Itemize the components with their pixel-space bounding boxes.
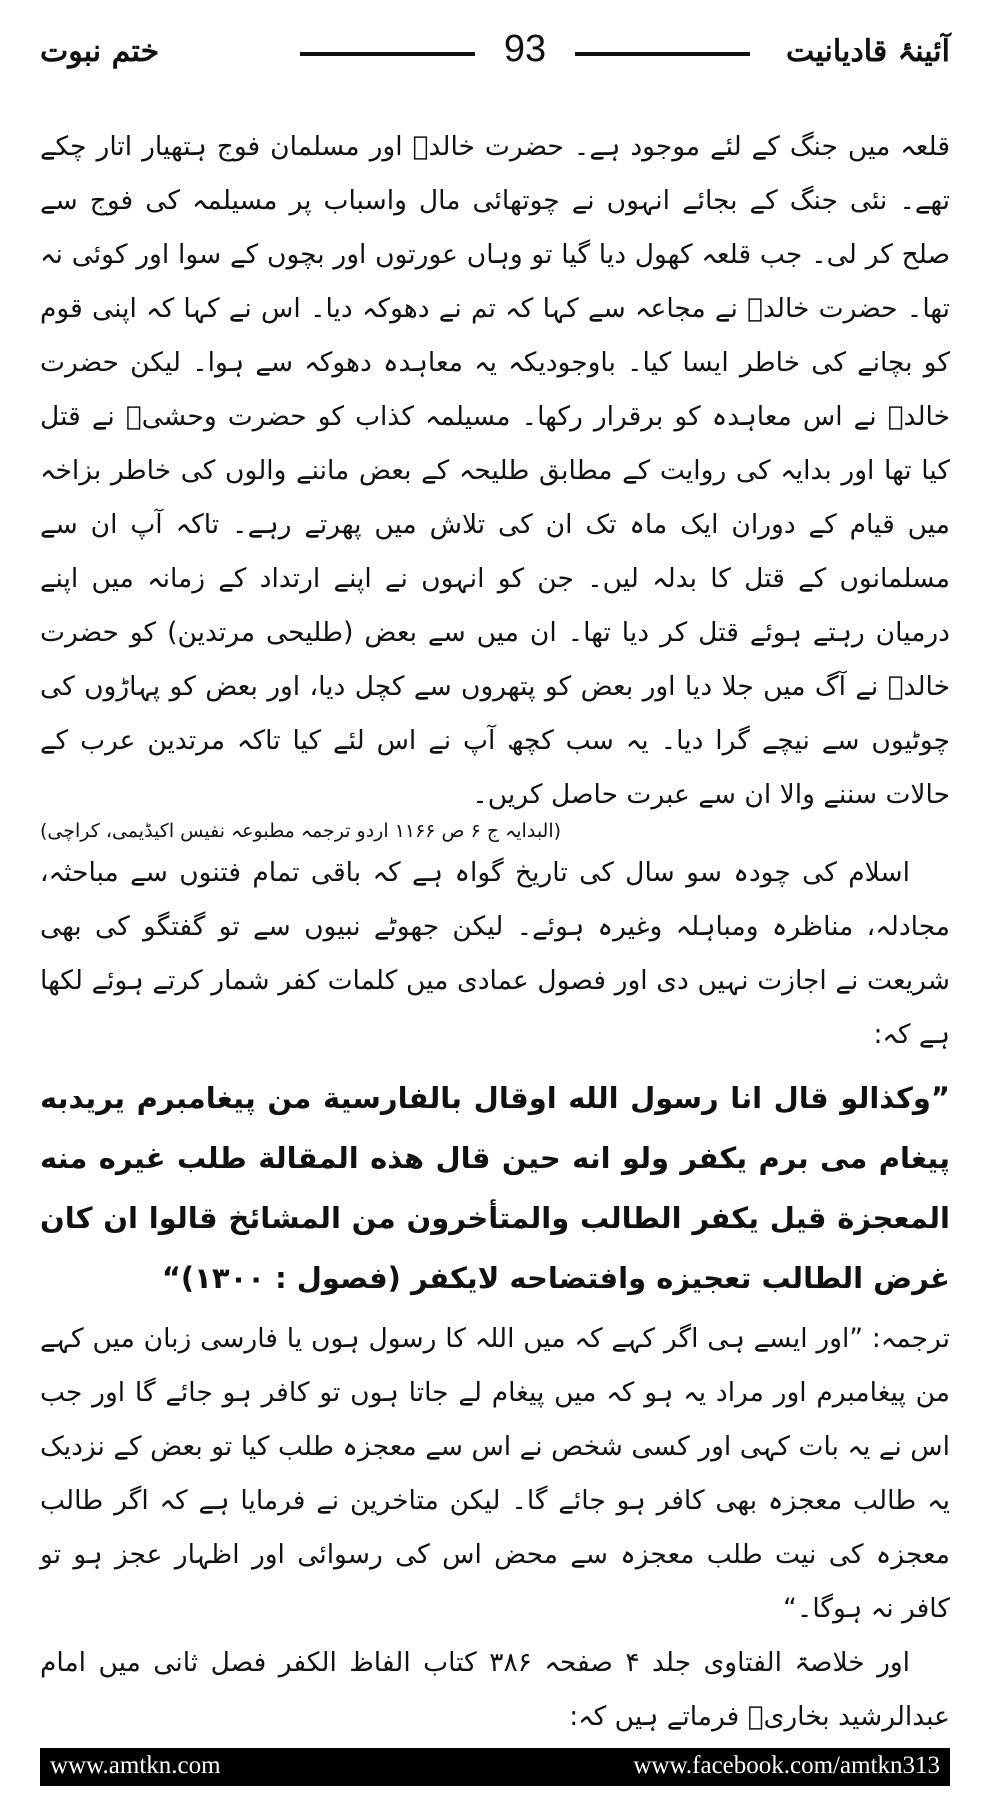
paragraph-2: اسلام کی چودہ سو سال کی تاریخ گواہ ہے کہ باقی تمام فتنوں سے مباحثہ، مجادلہ، مناظرہ ومباہلہ وغیرہ ہوئے۔ لیکن جھوٹے نبیوں سے تو گفتگو کی بھی شریعت نے اجازت نہیں دی اور فصول عمادی میں کلمات کفر شمار کرتے ہوئے لکھا ہے کہ: [40,857,950,1050]
footer-facebook-link[interactable]: www.facebook.com/amtkn313 [633,1752,940,1779]
book-title: آئینۂ قادیانیت [785,34,950,69]
reference-citation: (البدایہ ج ۶ ص ۱۱۶۶ اردو ترجمہ مطبوعہ نفیس اکیڈیمی، کراچی) [40,820,562,842]
chapter-title: ختم نبوت [40,34,160,69]
page-body [40,120,950,1744]
page-footer [40,1748,950,1786]
page-number-block [300,28,750,74]
page-header [40,28,950,88]
paragraph-3: اور خلاصۃ الفتاوی جلد ۴ صفحہ ۳۸۶ کتاب الفاظ الکفر فصل ثانی میں امام عبدالرشید بخاریؒ فرماتے ہیں کہ: [40,1647,950,1732]
page-number: 93 [503,28,547,70]
header-rule-right [575,52,750,56]
arabic-quote: ”وكذالو قال انا رسول الله اوقال بالفارسية من پيغامبرم يريدبه پيغام مى برم يكفر ولو انه حين قال هذه المقالة طلب غيره منه المعجزة قيل يكفر الطالب والمتأخرون من المشائخ قالوا ان كان غرض الطالب تعجيزه وافتضاحه لايكفر (فصول : ۱۳۰۰)“ [40,1081,950,1295]
header-rule-left [300,52,475,56]
footer-website-link[interactable]: www.amtkn.com [50,1752,221,1779]
paragraph-1: قلعہ میں جنگ کے لئے موجود ہے۔ حضرت خالدؓ اور مسلمان فوج ہتھیار اتار چکے تھے۔ نئی جنگ کے بجائے انہوں نے چوتھائی مال واسباب پر مسیلمہ کی فوج سے صلح کر لی۔ جب قلعہ کھول دیا گیا تو وہاں عورتوں اور بچوں کے سوا اور کوئی نہ تھا۔ حضرت خالدؓ نے مجاعہ سے کہا کہ تم نے دھوکہ دیا۔ اس نے کہا کہ اپنی قوم کو بچانے کی خاطر ایسا کیا۔ باوجودیکہ یہ معاہدہ دھوکہ سے ہوا۔ لیکن حضرت خالدؓ نے اس معاہدہ کو برقرار رکھا۔ مسیلمہ کذاب کو حضرت وحشیؓ نے قتل کیا تھا اور بدایہ کی روایت کے مطابق طلیحہ کے بعض ماننے والوں کی خاطر بزاخہ میں قیام کے دوران ایک ماہ تک ان کی تلاش میں پھرتے رہے۔ تاکہ آپ ان سے مسلمانوں کے قتل کا بدلہ لیں۔ جن کو انہوں نے اپنے ارتداد کے زمانہ میں اپنے درمیان رہتے ہوئے قتل کر دیا تھا۔ ان میں سے بعض (طلیحی مرتدین) کو حضرت خالدؓ نے آگ میں جلا دیا اور بعض کو پتھروں سے کچل دیا، اور بعض کو پہاڑوں کی چوٹیوں سے نیچے گرا دیا۔ یہ سب کچھ آپ نے اس لئے کیا تاکہ مرتدین عرب کے حالات سننے والا ان سے عبرت حاصل کریں۔ [40,131,950,810]
translation-paragraph: ترجمہ: ”اور ایسے ہی اگر کہے کہ میں اللہ کا رسول ہوں یا فارسی زبان میں کہے من پیغامبرم اور مراد یہ ہو کہ میں پیغام لے جاتا ہوں تو کافر ہو جائے گا اور جب اس نے یہ بات کہی اور کسی شخص نے اس سے معجزہ طلب کیا تو بعض کے نزدیک یہ طالب معجزہ بھی کافر ہو جائے گا۔ لیکن متاخرین نے فرمایا ہے کہ اگر طالب معجزہ کی نیت طلب معجزہ سے محض اس کی رسوائی اور اظہار عجز ہو تو کافر نہ ہوگا۔“ [40,1323,950,1624]
